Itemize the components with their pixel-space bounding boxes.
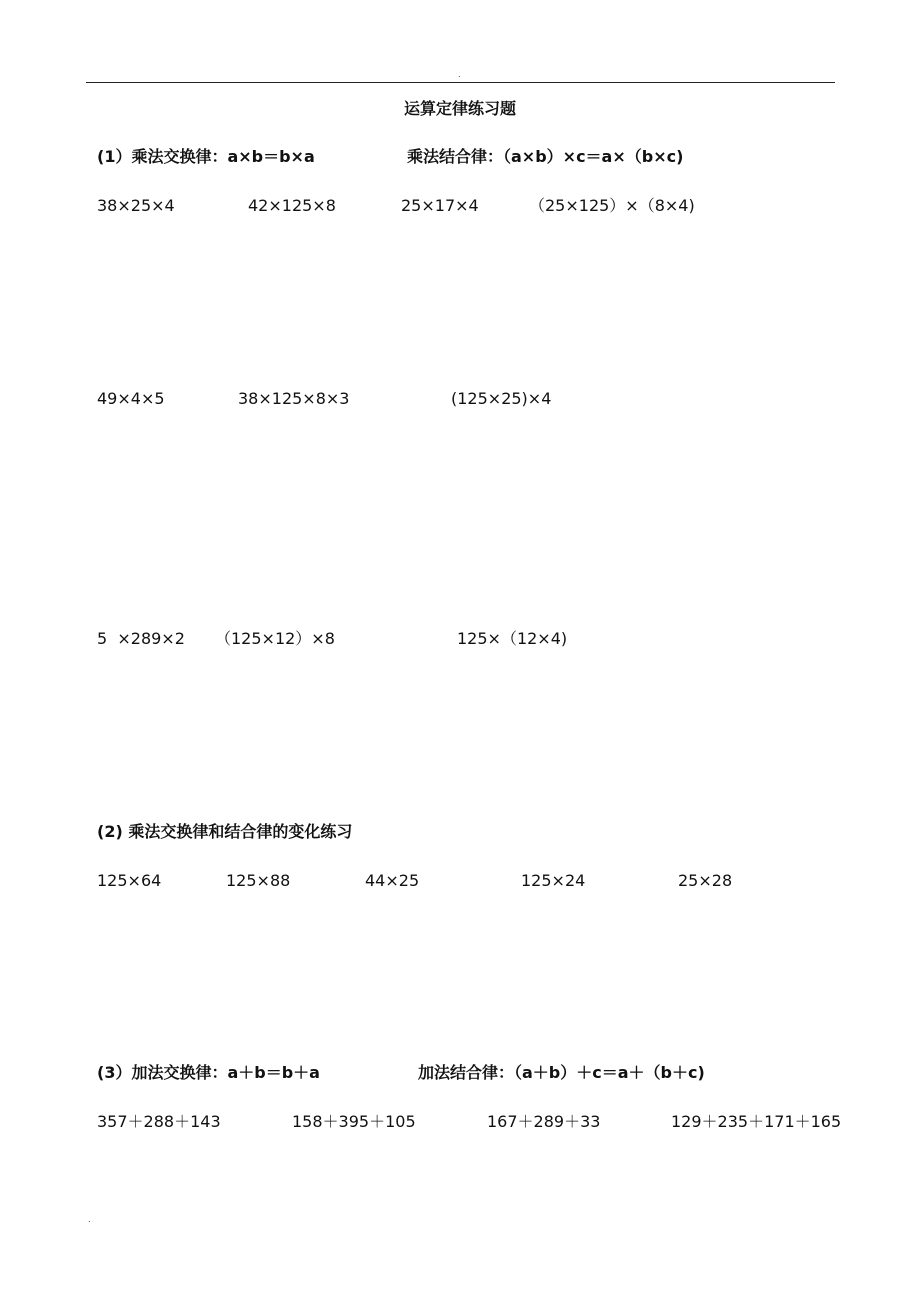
exercise-item: 129＋235＋171＋165 (671, 1112, 842, 1131)
exercise-item: （125×12）×8 (215, 629, 335, 648)
exercise-item: 5 ×289×2 (97, 629, 185, 648)
exercise-item: 25×17×4 (401, 196, 479, 215)
section1-commutative-heading: (1）乘法交换律：a×b＝b×a (97, 147, 315, 166)
exercise-item: （25×125）×（8×4) (529, 196, 695, 215)
exercise-item: 125×（12×4) (457, 629, 568, 648)
exercise-item: 44×25 (365, 871, 420, 890)
page-title: 运算定律练习题 (403, 99, 516, 118)
exercise-item: 38×125×8×3 (238, 389, 350, 408)
footer-dot-mark: . (88, 1215, 91, 1224)
exercise-item: 125×64 (97, 871, 162, 890)
section3-commutative-heading: (3）加法交换律：a＋b＝b＋a (97, 1063, 320, 1082)
header-rule (86, 82, 835, 83)
section2-heading: (2) 乘法交换律和结合律的变化练习 (97, 822, 353, 841)
section1-associative-heading: 乘法结合律：（a×b）×c＝a×（b×c) (407, 147, 684, 166)
exercise-item: 125×24 (521, 871, 586, 890)
exercise-item: 42×125×8 (248, 196, 336, 215)
exercise-item: (125×25)×4 (451, 389, 552, 408)
exercise-item: 38×25×4 (97, 196, 175, 215)
exercise-item: 49×4×5 (97, 389, 165, 408)
exercise-item: 125×88 (226, 871, 291, 890)
exercise-item: 167＋289＋33 (487, 1112, 601, 1131)
exercise-item: 158＋395＋105 (292, 1112, 416, 1131)
section3-associative-heading: 加法结合律：（a＋b）＋c＝a＋（b＋c) (418, 1063, 705, 1082)
exercise-item: 25×28 (678, 871, 733, 890)
header-dot-mark: . (458, 70, 461, 79)
exercise-item: 357＋288＋143 (97, 1112, 221, 1131)
